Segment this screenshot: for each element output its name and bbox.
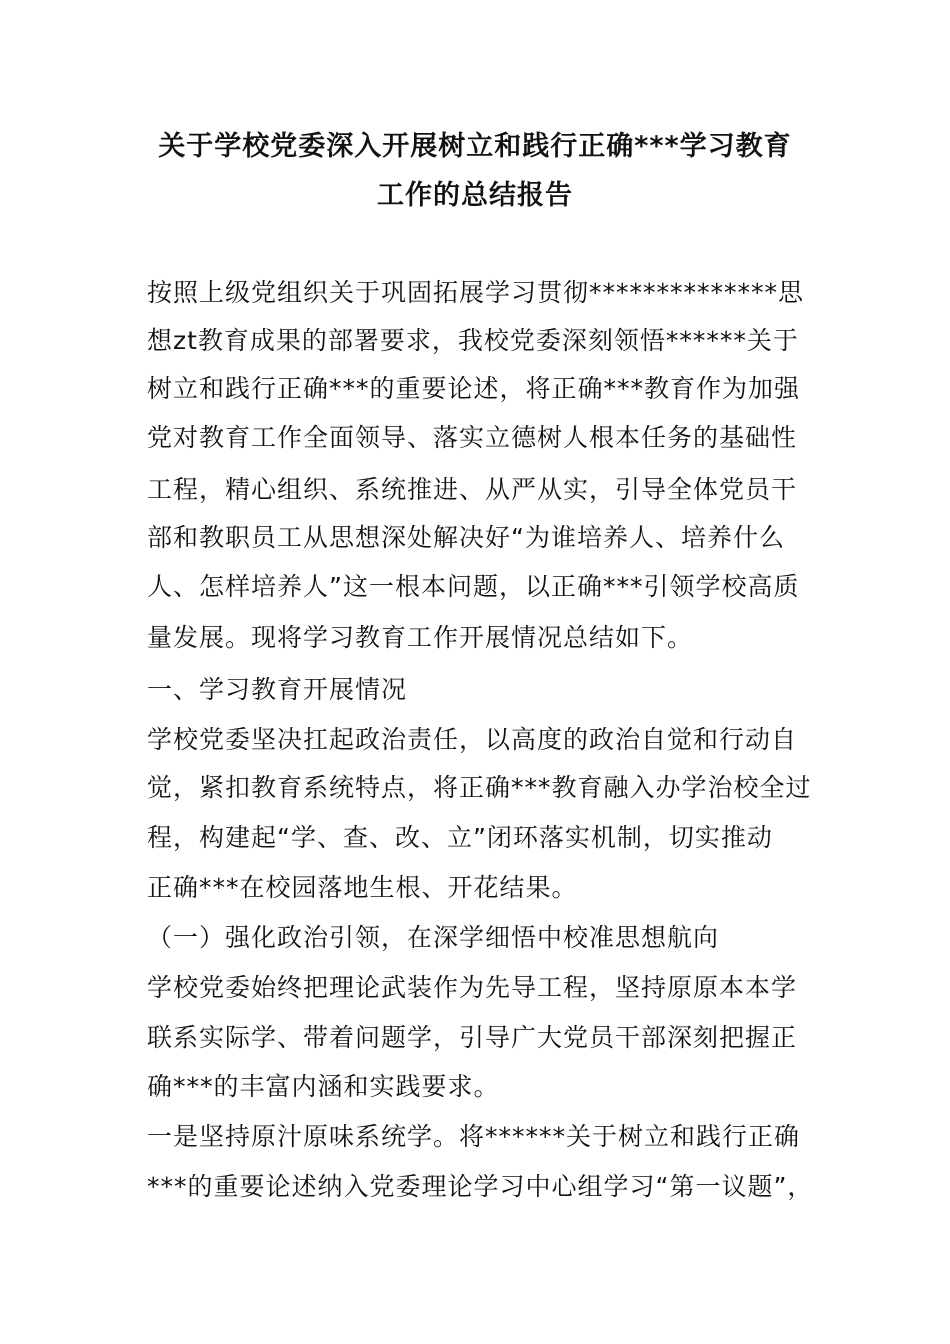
body-line: ***的重要论述纳入党委理论学习中心组学习“第一议题”， [147, 1172, 814, 1201]
section-heading: 一、学习教育开展情况 [147, 675, 408, 704]
body-line: 学校党委始终把理论武装作为先导工程，坚持原原本本学 [147, 973, 798, 1002]
body-line: 党对教育工作全面领导、落实立德树人根本任务的基础性 [147, 423, 798, 452]
body-line: 程，构建起“学、查、改、立”闭环落实机制，切实推动 [147, 823, 773, 852]
body-line: 一是坚持原汁原味系统学。将******关于树立和践行正确 [147, 1122, 801, 1151]
body-line: 量发展。现将学习教育工作开展情况总结如下。 [147, 623, 694, 652]
body-line: 联系实际学、带着问题学，引导广大党员干部深刻把握正 [147, 1023, 798, 1052]
body-line: 正确***在校园落地生根、开花结果。 [147, 873, 578, 902]
document-title-line-1: 关于学校党委深入开展树立和践行正确***学习教育 [158, 131, 792, 162]
subsection-heading: （一）强化政治引领，在深学细悟中校准思想航向 [147, 923, 720, 952]
body-line: 工程，精心组织、系统推进、从严从实，引导全体党员干 [147, 475, 798, 504]
body-line: 想zt教育成果的部署要求，我校党委深刻领悟******关于 [147, 326, 799, 355]
body-line: 确***的丰富内涵和实践要求。 [147, 1072, 500, 1101]
body-line: 人、怎样培养人”这一根本问题，以正确***引领学校高质 [147, 572, 800, 601]
body-line: 按照上级党组织关于巩固拓展学习贯彻**************思 [147, 278, 805, 307]
document-title-line-2: 工作的总结报告 [377, 180, 573, 211]
body-line: 树立和践行正确***的重要论述，将正确***教育作为加强 [147, 374, 801, 403]
body-line: 觉，紧扣教育系统特点，将正确***教育融入办学治校全过 [147, 773, 812, 802]
body-line: 学校党委坚决扛起政治责任，以高度的政治自觉和行动自 [147, 725, 798, 754]
body-line: 部和教职员工从思想深处解决好“为谁培养人、培养什么 [147, 523, 785, 552]
